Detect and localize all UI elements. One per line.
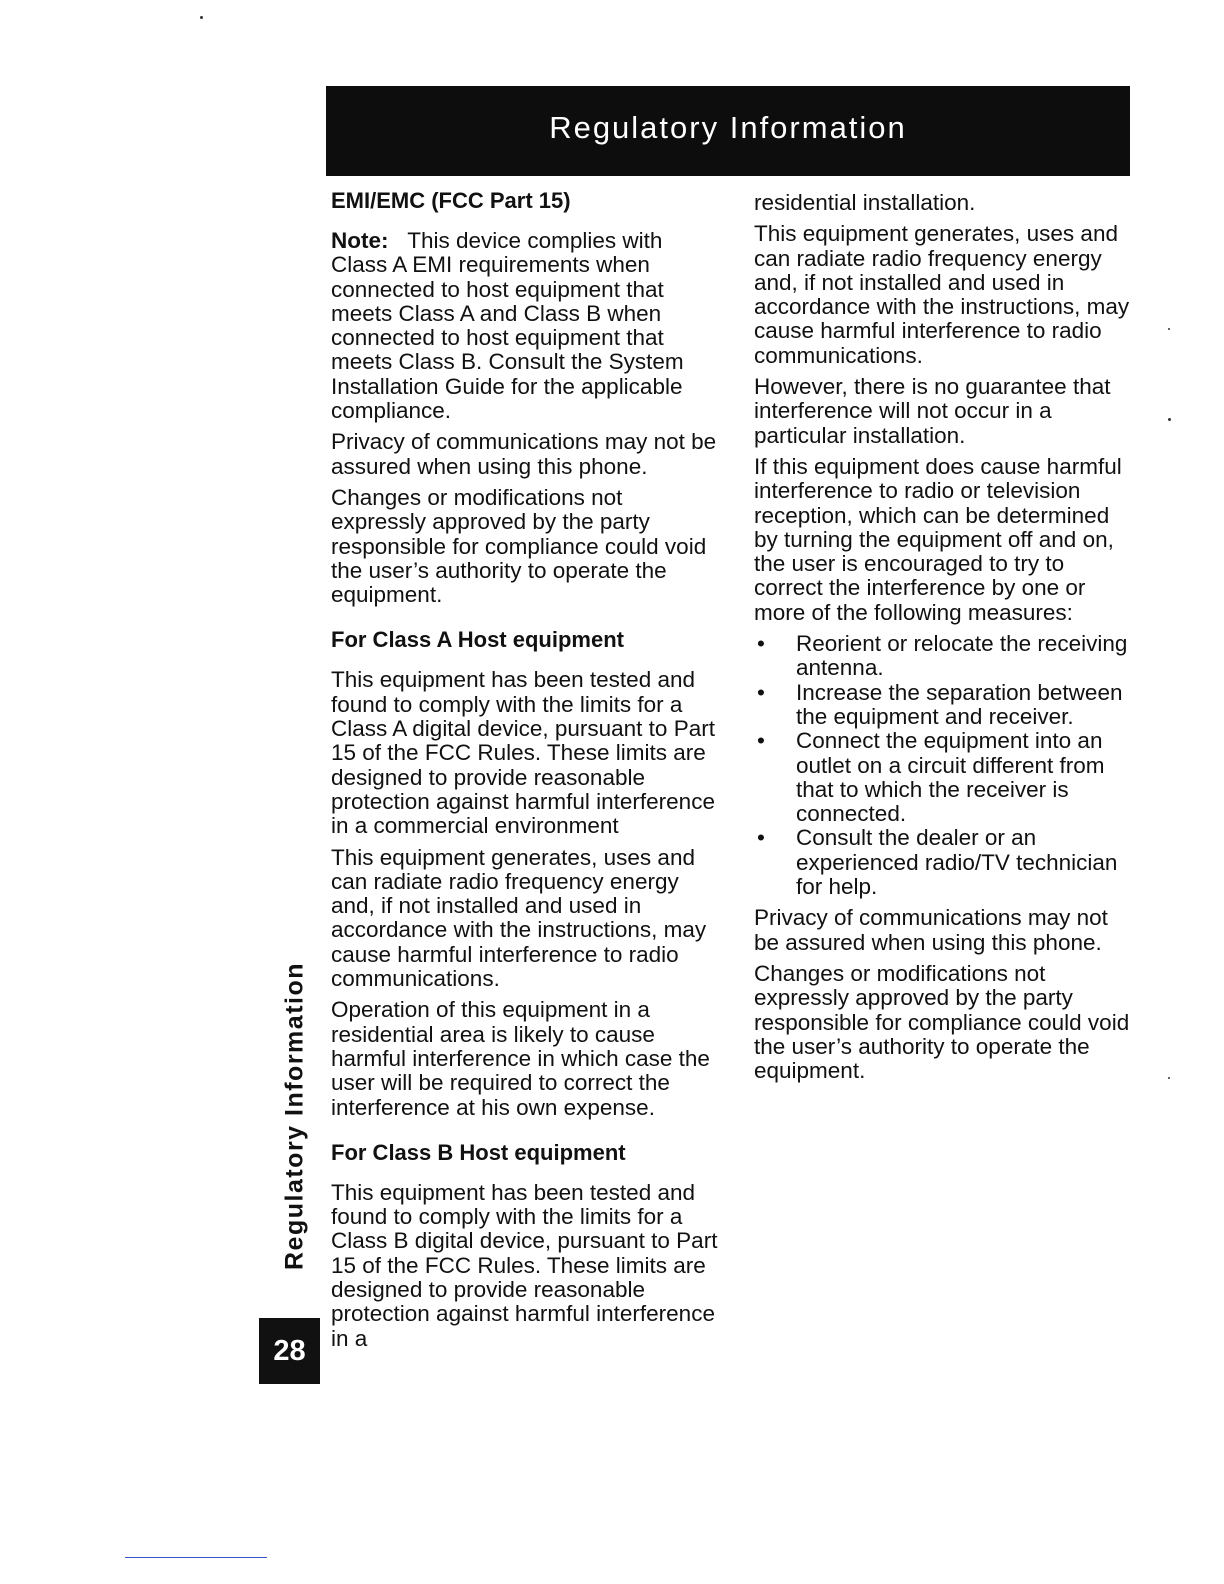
list-item [754, 632, 1139, 681]
list-item-text: Consult the dealer or an experienced radio/TV technician for help. [796, 825, 1118, 900]
class-b-heading: For Class B Host equipment [331, 1139, 626, 1165]
bullet-icon: • [757, 728, 765, 754]
radiation-paragraph: This equipment generates, uses and can radiate radio frequency energy and, if not installed and used in accordance with the instructions, may cause harmful interference to radio communications. [754, 221, 1130, 368]
class-b-paragraph-1: This equipment has been tested and found to comply with the limits for a Class B digital device, pursuant to Part 15 of the FCC Rules. These limits are designed to provide reasonable protection against harmful interference in a [331, 1179, 718, 1351]
left-column [331, 188, 721, 1358]
note-text: This device complies with Class A EMI requirements when connected to host equipment that meets Class A and Class B when connected to host equipment that meets Class B. Consult the System Installation Guide for the applicable compliance. [331, 228, 684, 424]
guarantee-paragraph: However, there is no guarantee that interference will not occur in a particular installation. [754, 374, 1111, 448]
list-item-text: Increase the separation between the equipment and receiver. [796, 679, 1123, 729]
class-a-paragraph-3: Operation of this equipment in a residential area is likely to cause harmful interference in which case the user will be required to correct the interference at his own expense. [331, 997, 710, 1120]
class-a-paragraph-1: This equipment has been tested and found to comply with the limits for a Class A digital device, pursuant to Part 15 of the FCC Rules. These limits are designed to provide reasonable protection against harmful interference in a commercial environment [331, 667, 715, 839]
changes-paragraph: Changes or modifications not expressly approved by the party responsible for compliance could void the user’s authority to operate the equipment. [331, 484, 707, 608]
list-item [754, 729, 1139, 826]
sidebar-section-label: Regulatory Information [280, 961, 309, 1271]
class-a-paragraph-2: This equipment generates, uses and can radiate radio frequency energy and, if not installed and used in accordance with the instructions, may cause harmful interference to radio communications. [331, 844, 707, 992]
header-bar [326, 86, 1130, 176]
scan-speck [200, 16, 203, 19]
note-label: Note: [331, 228, 389, 253]
section-heading-emi-emc: EMI/EMC (FCC Part 15) [331, 188, 571, 213]
measures-paragraph: If this equipment does cause harmful interference to radio or television reception, which can be determined by turning the equipment off and on, the user is encouraged to try to correct the interference by one or more of the following measures: [754, 453, 1122, 625]
note-paragraph [331, 229, 721, 423]
list-item-text: Reorient or relocate the receiving antenna. [796, 631, 1128, 681]
continuation-paragraph: residential installation. [754, 190, 976, 215]
scan-speck [1168, 1077, 1170, 1079]
scan-speck [1168, 328, 1170, 330]
scan-artifact-line [125, 1557, 267, 1558]
privacy-paragraph: Privacy of communications may not be assured when using this phone. [331, 429, 717, 479]
class-a-heading: For Class A Host equipment [331, 627, 624, 653]
page-title: Regulatory Information [549, 110, 907, 145]
privacy-paragraph: Privacy of communications may not be assured when using this phone. [754, 905, 1108, 955]
scan-speck [1168, 418, 1171, 421]
measures-list [754, 632, 1139, 899]
list-item [754, 826, 1139, 899]
right-column [754, 191, 1139, 1090]
bullet-icon: • [757, 631, 765, 657]
list-item-text: Connect the equipment into an outlet on a circuit different from that to which the receiver is connected. [796, 728, 1105, 827]
bullet-icon: • [757, 825, 765, 851]
page-number: 28 [273, 1335, 306, 1367]
changes-paragraph: Changes or modifications not expressly approved by the party responsible for compliance could void the user’s authority to operate the equipment. [754, 960, 1130, 1084]
bullet-icon: • [757, 679, 765, 705]
list-item [754, 681, 1139, 730]
page-number-tab [259, 1318, 320, 1384]
